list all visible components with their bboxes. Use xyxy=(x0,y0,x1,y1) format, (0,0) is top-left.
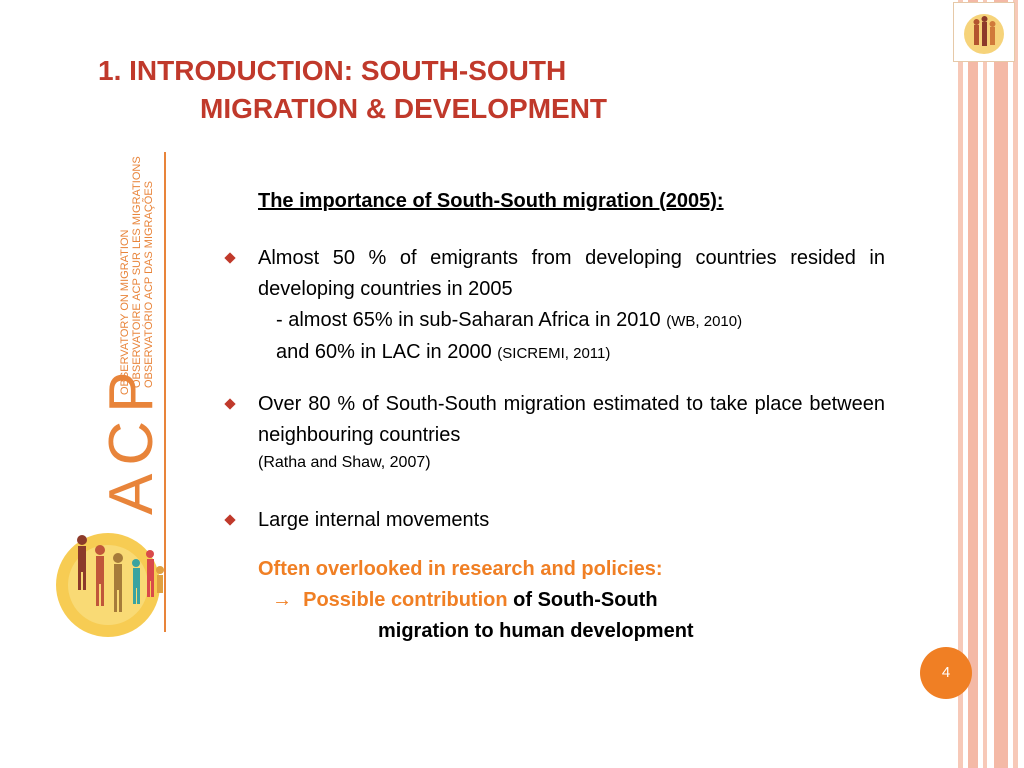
bullet-3-text: Large internal movements xyxy=(258,509,490,531)
bullet-1-sub-1 xyxy=(258,305,885,337)
bullet-1-sub-2-text: and 60% in LAC in 2000 xyxy=(276,341,492,363)
bullet-3 xyxy=(258,505,885,536)
corner-logo xyxy=(953,2,1015,62)
title-line-1: 1. INTRODUCTION: SOUTH-SOUTH xyxy=(98,55,567,86)
slide-body xyxy=(258,186,885,647)
bullet-1-sub-1-ref: (WB, 2010) xyxy=(666,313,743,330)
bullet-2-ref: (Ratha and Shaw, 2007) xyxy=(258,454,431,471)
logo-line-2: OBSERVATOIRE ACP SUR LES MIGRATIONS xyxy=(131,156,143,388)
logo-line-3: OBSERVATÓRIO ACP DAS MIGRAÇÕES xyxy=(143,180,155,388)
arrow-right-icon: → xyxy=(272,589,292,611)
page-number-badge: 4 xyxy=(920,647,972,699)
slide-title xyxy=(98,52,607,128)
bullet-2 xyxy=(258,389,885,475)
note-line-2 xyxy=(258,585,885,616)
bullet-1 xyxy=(258,243,885,369)
bullet-1-text: Almost 50 % of emigrants from developing countries resided in developing countries in 2005 xyxy=(258,247,885,300)
note-line-1: Often overlooked in research and policies: xyxy=(258,558,663,580)
subheading: The importance of South-South migration (2005): xyxy=(258,190,724,212)
title-line-2: MIGRATION & DEVELOPMENT xyxy=(200,93,608,124)
acp-logo xyxy=(52,130,177,650)
bullet-1-sub-1-text: - almost 65% in sub-Saharan Africa in 2010 xyxy=(276,309,661,331)
logo-letters: ACP xyxy=(97,363,166,515)
note-line-3: migration to human development xyxy=(378,620,694,642)
note-line-2-orange: Possible contribution xyxy=(303,589,508,611)
bullet-1-sub-2-ref: (SICREMI, 2011) xyxy=(497,345,611,362)
decorative-stripes xyxy=(954,0,1024,768)
conclusion-note xyxy=(258,554,885,647)
note-line-2-black: of South-South xyxy=(513,589,658,611)
bullet-2-text: Over 80 % of South-South migration estimated to take place between neighbouring countries xyxy=(258,393,885,446)
bullet-1-sub-2 xyxy=(258,337,885,369)
logo-line-1: OBSERVATORY ON MIGRATION xyxy=(119,229,131,395)
